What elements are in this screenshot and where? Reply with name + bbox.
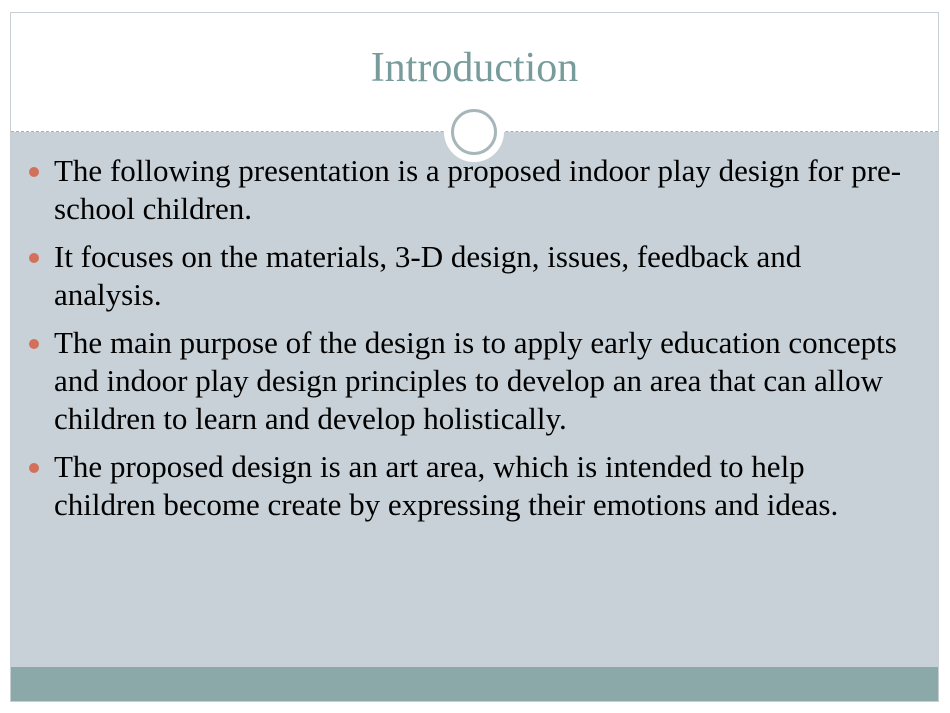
bullet-item — [27, 238, 907, 314]
ornament-ring — [451, 109, 497, 155]
bullet-item — [27, 448, 907, 524]
bullet-item — [27, 152, 907, 228]
bullet-dot-icon — [29, 463, 39, 473]
bullet-text: The main purpose of the design is to apply early education concepts and indoor play design principles to develop an area that can allow children to learn and develop holistically. — [54, 325, 897, 436]
bullet-text: It focuses on the materials, 3-D design, issues, feedback and analysis. — [54, 239, 802, 312]
bullet-text: The following presentation is a proposed indoor play design for pre-school children. — [54, 153, 902, 226]
bullet-dot-icon — [29, 167, 39, 177]
slide-title: Introduction — [370, 45, 579, 91]
bullet-item — [27, 324, 907, 438]
bullet-dot-icon — [29, 253, 39, 263]
footer-band — [11, 667, 938, 701]
bullet-dot-icon — [29, 339, 39, 349]
bullet-text: The proposed design is an art area, which is intended to help children become create by expressing their emotions and ideas. — [54, 449, 839, 522]
bullet-list — [27, 152, 907, 534]
